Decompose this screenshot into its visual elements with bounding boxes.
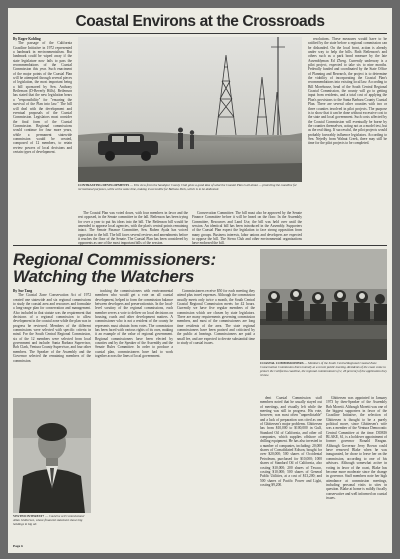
article2-col5-text: Ghittersen was appointed in January 1973 by then-Speaker of the Assembly Bob Moretti. Although Moretti was one of the biggest supporters in favor of the Coastline Initiative, the selection of Ghittersen is thought to be a purely political move, since Ghittersen's wife was a member of the Ventura Democratic Central Committee at the time. DORIS BLAKE, 61, is a holdover appointment of former governor Ronald Reagan. Although Governor Jerry Brown could have removed Blake when he was inaugurated, he chose to leave her on the commission, according to one of his advisors. Although somewhat active in voting in favor of the coast, Blake has become more moderate since the change in governor. Staff members note her high attendance at commission meetings, including personal visits to sites in question. Blake at home is mildly fiscally conservative and well informed on coastal issues. [326, 396, 387, 500]
oil-derrick-coastline-photo [78, 37, 302, 182]
article2-column-2 [95, 289, 173, 509]
article2-column-5 [326, 396, 387, 546]
photo1-caption-lead: CONTRASTING DEVELOPMENTS [78, 183, 130, 187]
article1-column-3 [192, 211, 302, 246]
headline-regional-commissioners [13, 251, 253, 285]
article2-byline: By Sue Tang [13, 289, 33, 293]
article2-column-1 [13, 289, 91, 394]
article1-col1-text: The passage of the California Coastline Initiative in 1972 represented a landmark in environmentalism. But landmark could be wiped away if the state legislature now fails to pass the recommendations of the Coastal Commission this year. Such enactment of the major points of the Coastal Plan will be attempted through several pieces of legislation, the most important being a bill sponsored by Sen. Anthony Beilenson (D-Beverly Hills). Beilenson has stated that the new legislation bears a "responsibility" for "ensuring the survival of the Plan into law." The bill will deal with the development and eventual proposals of the Coastal Commission. Legislators must consider the final form of the Coastal Commission. Regional commissions would continue for four more years, while a permanent statewide commission would be created, composed of 12 members, to retain review powers of local decisions and certain types of development. [13, 41, 72, 154]
article1-column-2 [78, 211, 188, 246]
article2-col1-text: The Coastal Zone Conservation Act of 1972 created one statewide and six regional commissions to study the coastal area and resources and formulate a long-range plan for conservation and management. Also included in that statute was the requirement that decisions of a regional commission to allow development in the coastal zone while the plan was in progress be reviewed. Members of the different commissions were selected with specific criteria in mind. For the South Central Regional Commission, six of the 12 members were selected from local government and include: Santa Barbara Supervisor, Bob Clark, Ventura County Supervisor, and four other members. The Speaker of the Assembly and the Governor selected the remaining members of the commission. [13, 293, 91, 363]
headline-rule [13, 33, 387, 34]
headline2-text: Regional Commissioners: Watching the Watchers [13, 250, 216, 286]
photo2-caption-text: — Members of the South Central Regional Coastal Zone Conservation Commission listen intently at a recent public meeting. Residents of the coast come to protect the California coastline, the regional commissioners (l-r, 26 percent) of the application they review. [260, 361, 387, 377]
photo-illustration [78, 37, 302, 182]
article1-col2-text: The Coastal Plan was voted down, with four members in favor and the rest opposed, in the Senate committee in the fall. Beilenson has been trying for over a year to put his ideas into the bill. The Beilenson bill would be amended to appease local agencies, with the plan's central points remaining intact. The Senate Finance Committee, Sen. Ruben Ayala has voiced opposition to the bill. The bill faces several reviews and amendments before it reaches the floor of the Senate. The Coastal Plan has been considered by opponents as one of the most important bills of the session. [78, 211, 188, 246]
article2-column-4 [260, 396, 322, 546]
article2-col4-text: dent Coastal Commission staff members noted that he usually stayed out of meetings, and visually left while the meeting was still in progress. His vote, however, was most often "unpredictable" and a lack of preparation was cited as one of Ghittersen's major problems. Ghittersen has from $10,000 to $100,000 in Gulf, Standard Oil of California, and other oil companies, which supplies offshore oil drilling equipment. He has also invested in a number of companies, including: 20,000 shares of Consolidated Edison, bought for over $20,000; 500 shares of Occidental Petroleum, purchased for $10,000; 1000 shares of Standard Oil of California, also costing $10,000; 200 shares of Texaco, costing $10,000; 500 shares of General Public Utilities, at a cost of $13,200; and 500 shares of Pacific Power and Light, costing $9,200. [260, 396, 322, 487]
article1-column-4 [308, 37, 387, 241]
article1-column-1 [13, 37, 72, 237]
coastal-commissioners-photo [260, 249, 387, 360]
article1-byline: By Roger Kohling [13, 37, 41, 41]
commissioners-illustration [260, 249, 387, 360]
photo3-caption-text: — Could he sell Commissioner Allan Ghittersen, whose financial statement shows big holdings in big oil. [13, 514, 85, 526]
photo2-caption-lead: COASTAL COMMISSIONERS [260, 361, 304, 365]
photo3-caption-lead: VESTED INTEREST? [13, 514, 45, 518]
photo1-caption [78, 184, 302, 210]
article1-col4-text: resolutions. These measures would have to be ratified by the state before a regional commission can be disbanded. On the local front, action is already under way to help the bills. Both Beilenson's and others such as a park bond measure by the late Assemblyman Ed Z'berg. Currently underway is a pilot project, expected to take six to nine months. Federally funded and coordinated by the State Office of Planning and Research, the project is to determine the viability of incorporating the Coastal Plan's recommendations into existing local law. According to Bill Morehouse, head of the South Central Regional Coastal Commission, the county will go to getting input from residents, and a total cost of applying the Plan's provisions to the Santa Barbara County Coastal Plan. There are several other counties with two or three counties involved in pilot projects. The purpose is to show that it can be done without excessive cost to the state and local government. Such costs affected by the Coastal Commission will eventually be borne by the counties themselves, acting not as a model test, but as the real thing. If successful, the pilot projects would probably favorably influence legislators. According to Sen. Nejedly from Walnut Creek, there may still be time for the pilot projects to be completed. [308, 37, 387, 146]
headline-coastal-environs: Coastal Environs at the Crossroads [75, 13, 325, 30]
page-number: Page 6 [13, 544, 23, 548]
newspaper-page [8, 8, 392, 553]
portrait-illustration [13, 398, 91, 513]
article2-column-3 [177, 289, 255, 509]
photo1-caption-text: — This view from the Sandspur County Club gives a good idea of what the Coastal Plan is all about — protecting the coastline for recreational purposes, while at the same time, making it accessible for Ballona Park, which is to be dedicated. [78, 183, 297, 191]
photo2-caption [260, 362, 387, 392]
article2-col2-text: tracking the commissioners with environmental members who would get a vote on all coastal development, helped to form the commission balance between developers and preservationists. In the local-level scrutiny of the regional commissions, each member serves a vote to deliver on local decisions on housing, roads and other development matters. A commissioner who is not a resident of the county he represents must abstain from votes. The commission has been faced with various rights of its own, making it an example of the value of regional government. Regional commissioners have been elected by counties and by the Speaker of the Assembly and the Senate Rules Committee. In order to produce a coastal plan, commissioners have had to work together across the lines of local government. [95, 289, 173, 359]
photo3-caption [13, 515, 91, 541]
article1-col3-text: Conservation Committee. The bill must also be approved by the Senate Finance Committee before it will be heard on the floor. In the Assembly Committee, Resources and Land Use, the bill was held over until the session. An identical bill has been introduced in the Assembly. Supporters of the Coastal Plan expect the legislation to face strong opposition from many groups. Business interests, labor unions and developers are expected to oppose the bill. The Sierra Club and other environmental organizations have endorsed the bill. [192, 211, 302, 246]
ghittersen-portrait-photo [13, 398, 91, 513]
section-divider [13, 245, 387, 246]
article2-col3-text: Commissioners receive $50 for each meeting they attend plus travel expenses. Although the commission usually meets only twice a month, the South Central Coastal Regional Commission meets for 42 hours. Currently we have five regular members of the commission which are chosen by state legislators. There are many requirements governing commission members, and most of the commissioners are long time residents of the area. The state regional commissioners have been praised and criticized by the public at hearings. Commissioners are paid a small fee, and are expected to devote substantial time to study of coastal issues. [177, 289, 255, 346]
